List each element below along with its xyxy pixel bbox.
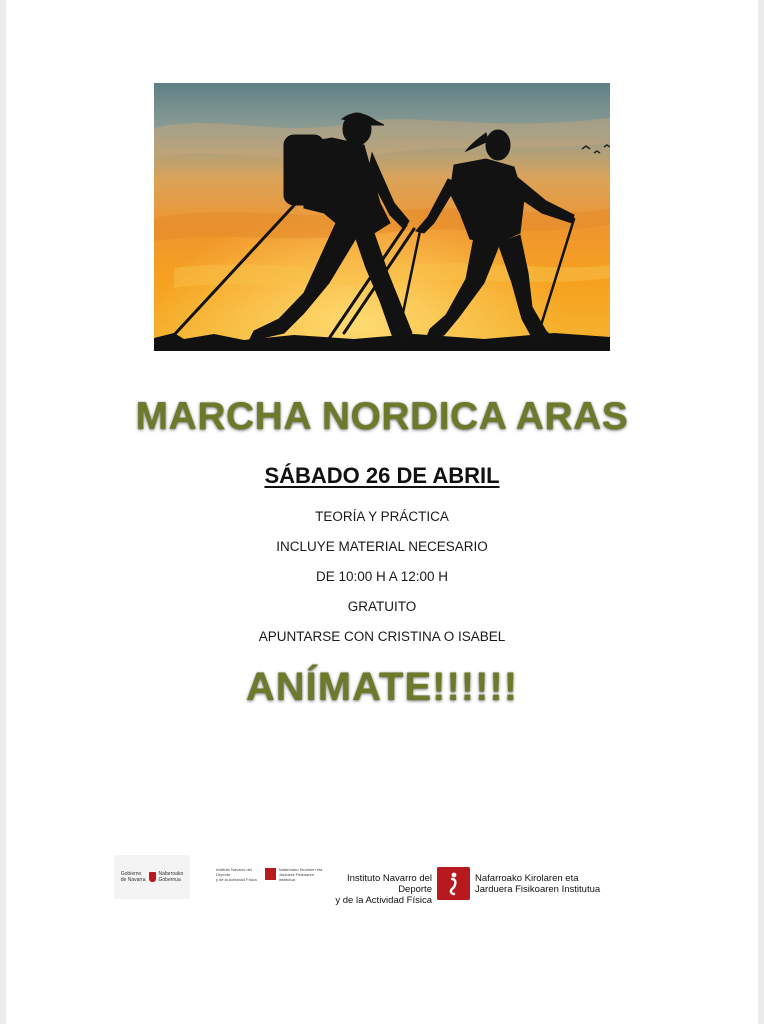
institute-eu-name: Nafarroako Kirolaren eta Jarduera Fisikoaren Institutua <box>475 873 601 895</box>
institute-runner-icon <box>437 867 470 900</box>
detail-material: INCLUYE MATERIAL NECESARIO <box>276 539 488 554</box>
small-institute-es-text: Instituto Navarro del Deporte y de la Actividad Física <box>216 866 257 882</box>
detail-price: GRATUITO <box>347 599 417 614</box>
nordic-walking-sunset-photo <box>154 83 610 351</box>
detail-schedule: DE 10:00 H A 12:00 H <box>315 569 449 584</box>
small-institute-logo <box>216 867 326 881</box>
event-title: MARCHA NORDICA ARAS <box>135 395 629 438</box>
gobierno-eu-text: Nafarroako Gobernua <box>158 871 184 883</box>
detail-theory-practice: TEORÍA Y PRÁCTICA <box>315 509 449 524</box>
institute-es-name: Instituto Navarro del Deporte y de la Actividad Física <box>335 873 432 906</box>
detail-signup: APUNTARSE CON CRISTINA O ISABEL <box>258 629 506 644</box>
sponsor-logos <box>0 855 764 905</box>
gobierno-es-text: Gobierno de Navarra <box>120 871 146 883</box>
navarra-shield-icon <box>149 872 156 882</box>
gobierno-navarra-logo <box>114 855 190 899</box>
event-date-text: SÁBADO 26 DE ABRIL <box>264 463 500 488</box>
call-to-action: ANÍMATE!!!!!! <box>245 665 519 709</box>
small-institute-icon <box>265 868 276 880</box>
event-date <box>0 463 764 489</box>
small-institute-eu-text: Nafarroako Kirolaren eta Jarduera Fisikoaren Institutua <box>278 866 323 882</box>
